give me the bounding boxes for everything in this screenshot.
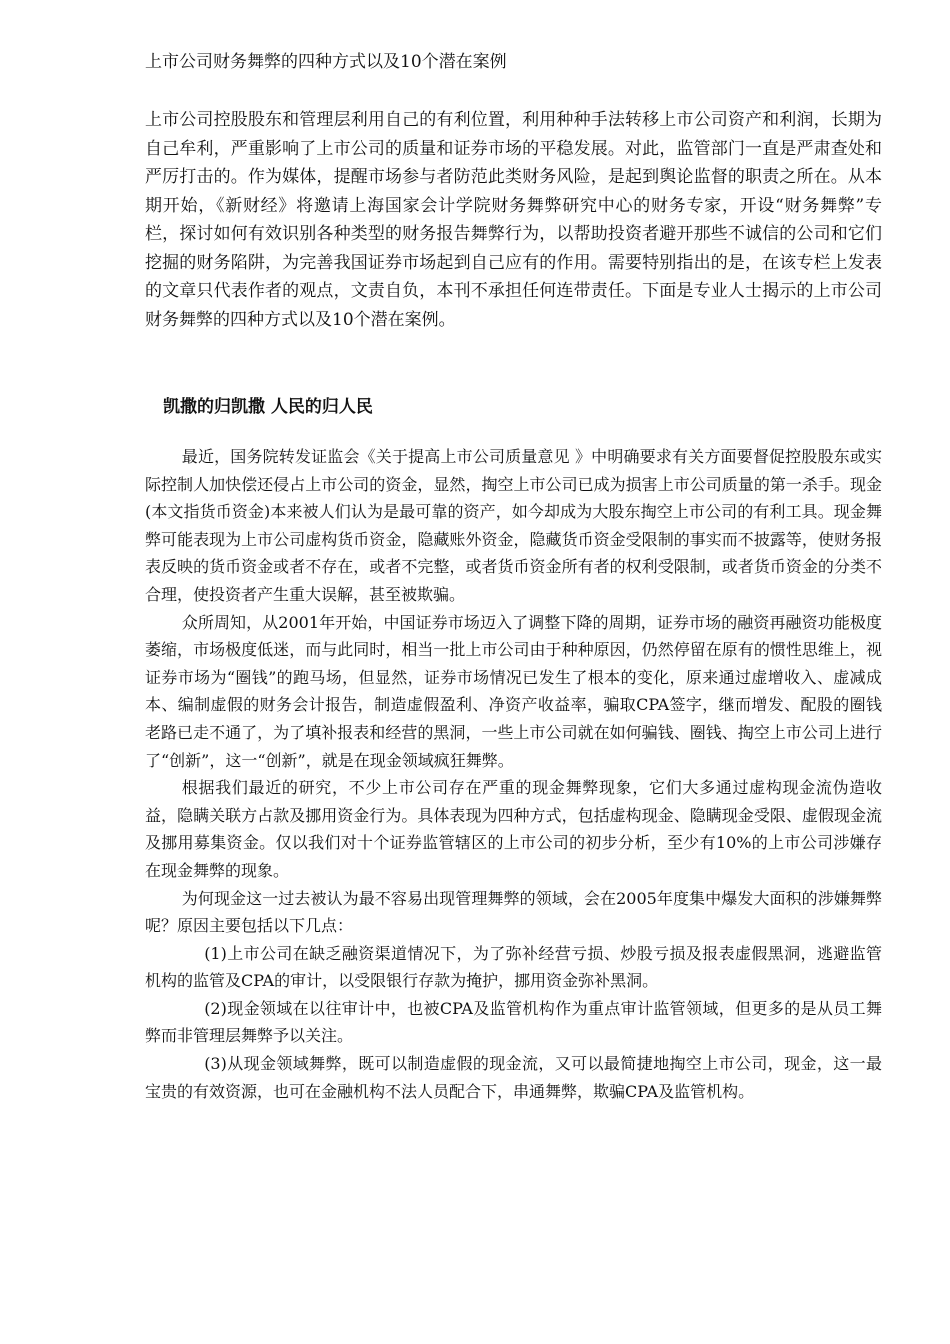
intro-paragraph: 上市公司控股股东和管理层利用自己的有利位置，利用种种手法转移上市公司资产和利润，长期为自己牟利，严重影响了上市公司的质量和证券市场的平稳发展。对此，监管部门一直是严肃查处和严厉打击的。作为媒体，提醒市场参与者防范此类财务风险，是起到舆论监督的职责之所在。从本期开始，《新财经》将邀请上海国家会计学院财务舞弊研究中心的财务专家，开设“财务舞弊”专栏，探讨如何有效识别各种类型的财务报告舞弊行为，以帮助投资者避开那些不诚信的公司和它们挖掘的财务陷阱，为完善我国证券市场起到自己应有的作用。需要特别指出的是，在该专栏上发表的文章只代表作者的观点，文责自负，本刊不承担任何连带责任。下面是专业人士揭示的上市公司财务舞弊的四种方式以及10个潜在案例。 bbox=[145, 110, 882, 330]
list-item: (2)现金领域在以往审计中，也被CPA及监管机构作为重点审计监管领域，但更多的是从员工舞弊而非管理层舞弊予以关注。 bbox=[145, 998, 882, 1046]
document-title: 上市公司财务舞弊的四种方式以及10个潜在案例 bbox=[145, 52, 507, 72]
body-paragraph: 根据我们最近的研究，不少上市公司存在严重的现金舞弊现象，它们大多通过虚构现金流伪造收益，隐瞒关联方占款及挪用资金行为。具体表现为四种方式，包括虚构现金、隐瞒现金受限、虚假现金流及挪用募集资金。仅以我们对十个证券监管辖区的上市公司的初步分析，至少有10%的上市公司涉嫌存在现金舞弊的现象。 bbox=[145, 778, 882, 880]
list-item: (3)从现金领域舞弊，既可以制造虚假的现金流，又可以最简捷地掏空上市公司，现金，这一最宝贵的有效资源，也可在金融机构不法人员配合下，串通舞弊，欺骗CPA及监管机构。 bbox=[145, 1054, 882, 1101]
body-paragraph: 为何现金这一过去被认为最不容易出现管理舞弊的领域，会在2005年度集中爆发大面积的涉嫌舞弊呢？原因主要包括以下几点： bbox=[145, 888, 882, 936]
section-heading: 凯撒的归凯撒 人民的归人民 bbox=[163, 397, 373, 417]
list-item: (1)上市公司在缺乏融资渠道情况下，为了弥补经营亏损、炒股亏损及报表虚假黑洞，逃避监管机构的监管及CPA的审计，以受限银行存款为掩护，挪用资金弥补黑洞。 bbox=[145, 943, 882, 991]
article-body bbox=[145, 443, 882, 1105]
body-paragraph: 最近，国务院转发证监会《关于提高上市公司质量意见 》中明确要求有关方面要督促控股股东或实际控制人加快偿还侵占上市公司的资金，显然，掏空上市公司已成为损害上市公司质量的第一杀手。现金(本文指货币资金)本来被人们认为是最可靠的资产，如今却成为大股东掏空上市公司的有利工具。现金舞弊可能表现为上市公司虚构货币资金，隐藏账外资金，隐藏货币资金受限制的事实而不披露等，使财务报表反映的货币资金或者不存在，或者不完整，或者货币资金所有者的权利受限制，或者货币资金的分类不合理，使投资者产生重大误解，甚至被欺骗。 bbox=[145, 447, 882, 604]
body-paragraph: 众所周知，从2001年开始，中国证券市场迈入了调整下降的周期，证券市场的融资再融资功能极度萎缩，市场极度低迷，而与此同时，相当一批上市公司由于种种原因，仍然停留在原有的惯性思维上，视证券市场为“圈钱”的跑马场，但显然，证券市场情况已发生了根本的变化，原来通过虚增收入、虚减成本、编制虚假的财务会计报告，制造虚假盈利、净资产收益率，骗取CPA签字，继而增发、配股的圈钱老路已走不通了，为了填补报表和经营的黑洞，一些上市公司就在如何骗钱、圈钱、掏空上市公司上进行了“创新”，这一“创新”，就是在现金领域疯狂舞弊。 bbox=[145, 612, 882, 770]
